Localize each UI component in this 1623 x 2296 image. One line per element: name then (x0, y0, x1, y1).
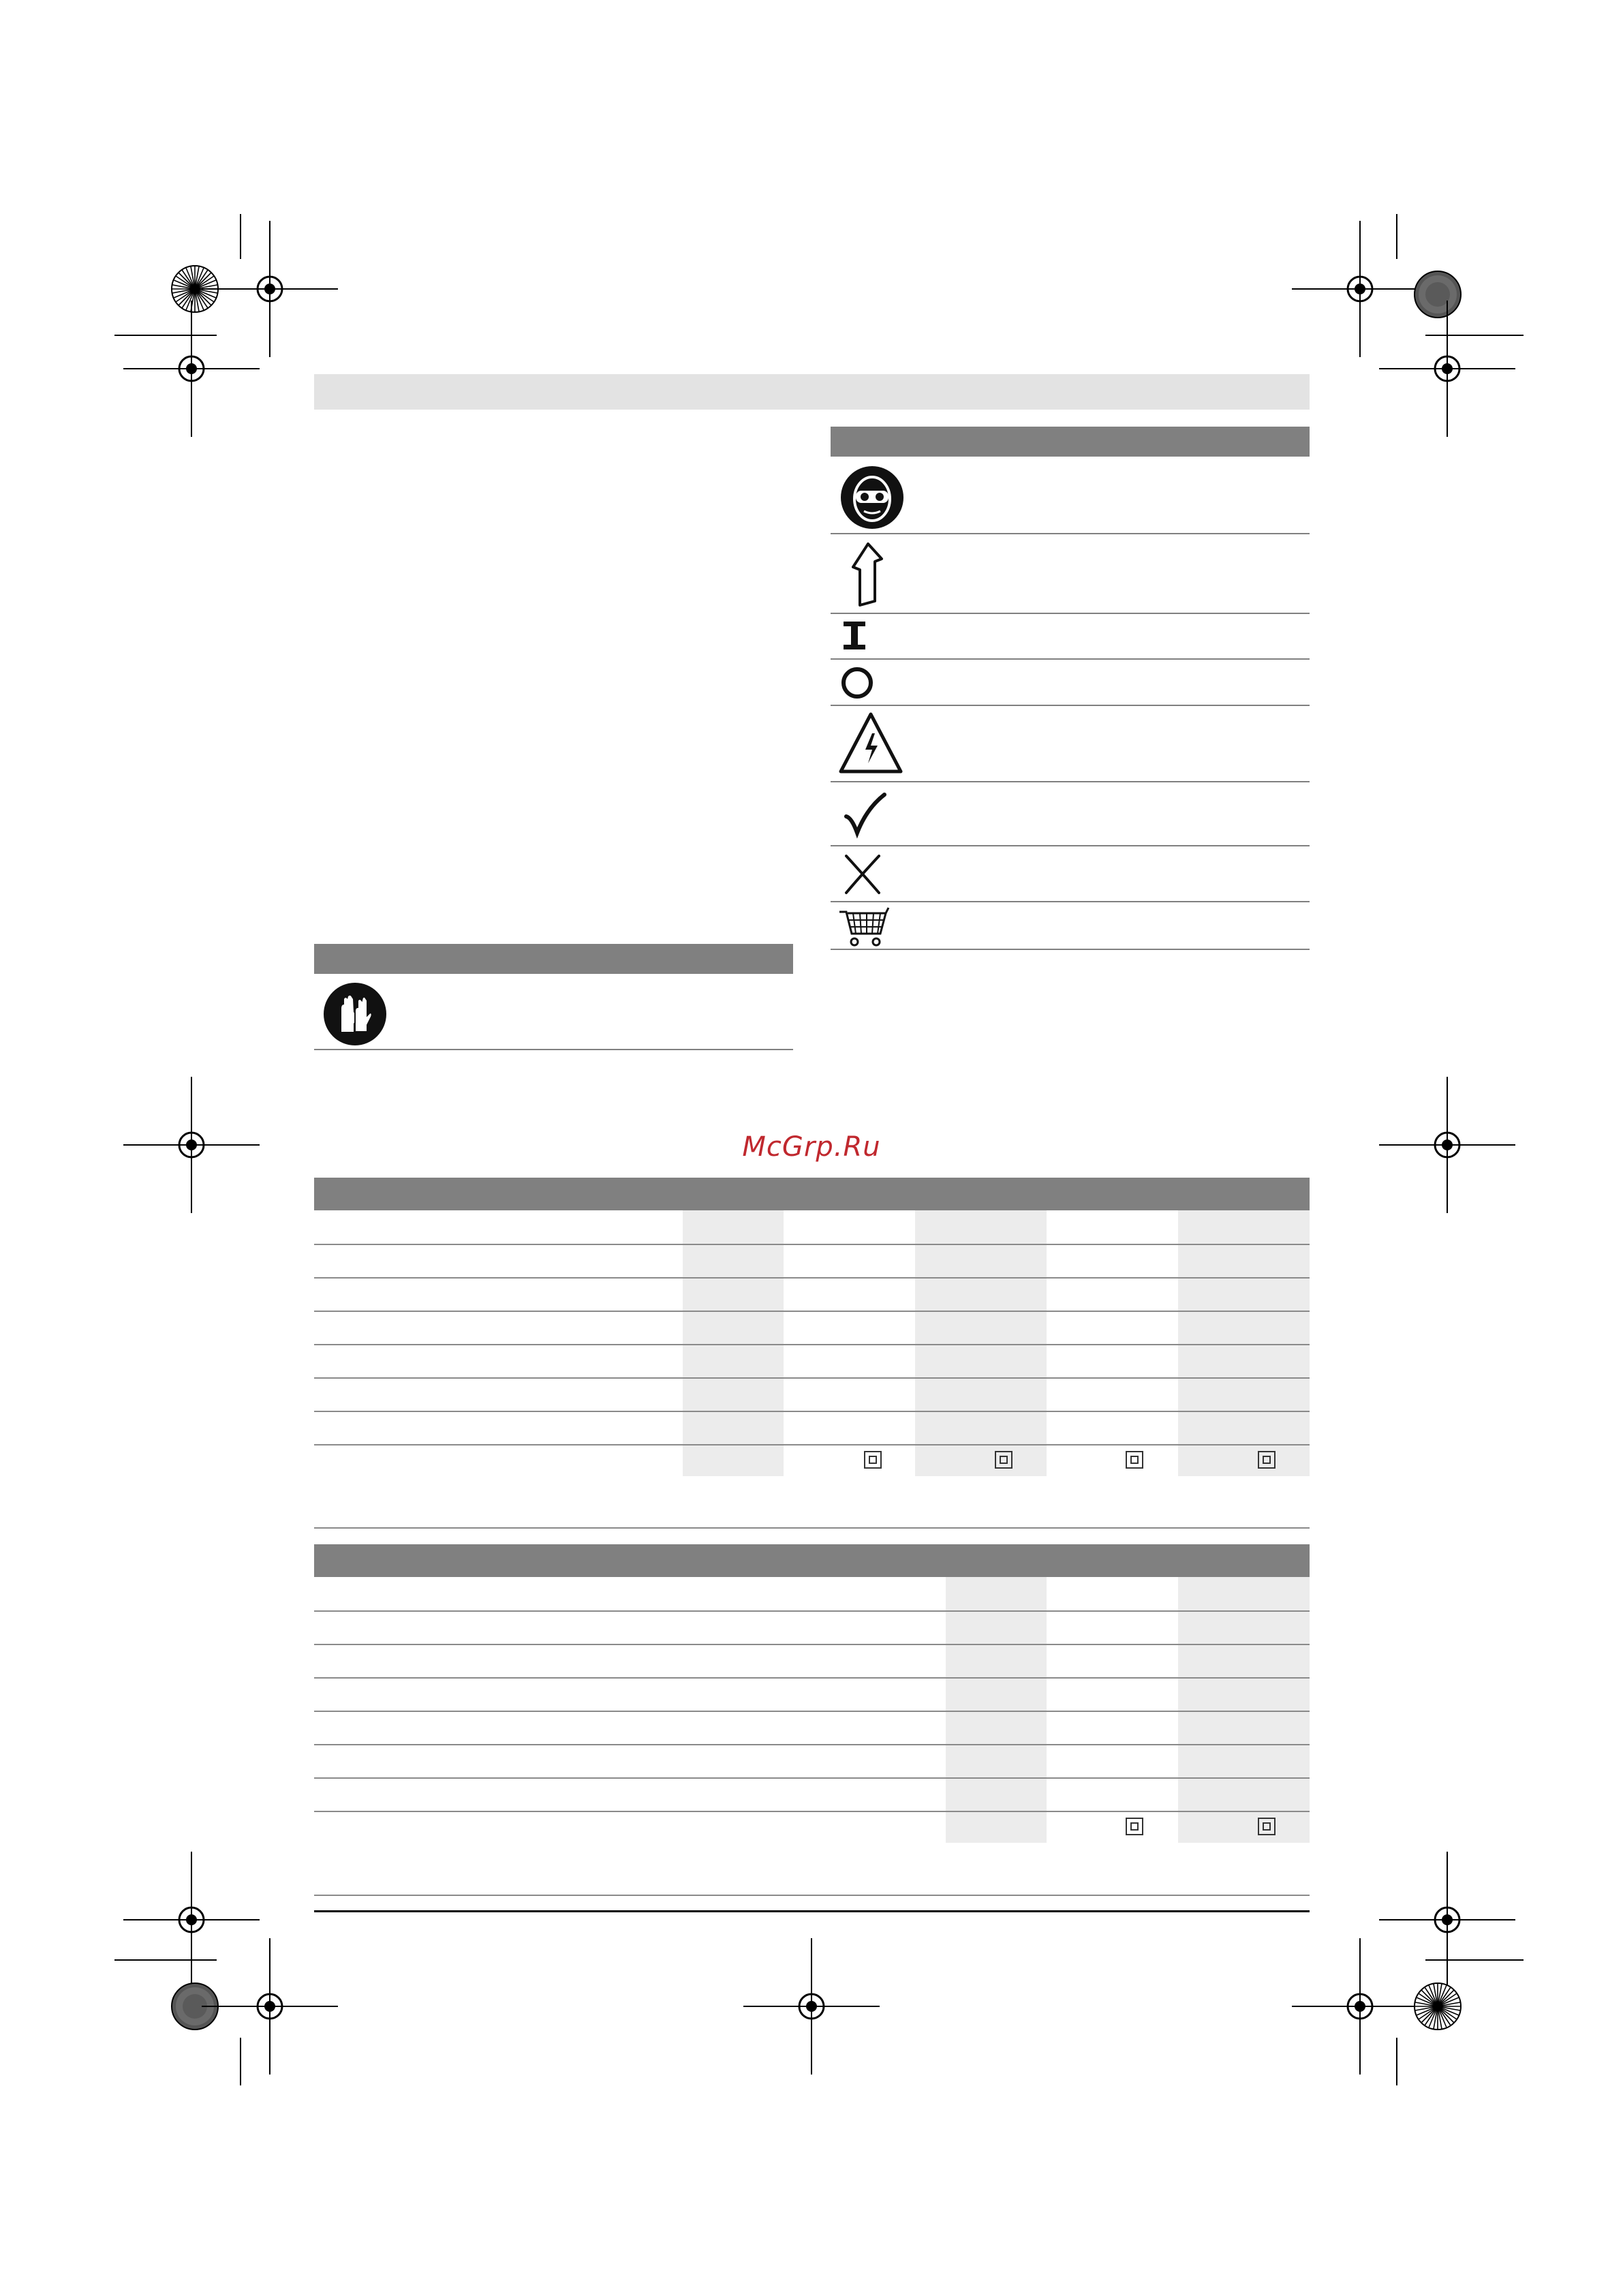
table-2-row-line (314, 1610, 1310, 1612)
table-2-row-line (314, 1711, 1310, 1712)
protective-gloves-icon (322, 981, 388, 1047)
table-1-column-shade (1178, 1210, 1310, 1476)
table-2-column-shade (946, 1577, 1047, 1843)
symbol-row-divider (831, 613, 1310, 614)
table-1-row-line (314, 1244, 1310, 1245)
double-insulation-icon (1258, 1818, 1276, 1835)
symbol-row-divider (831, 845, 1310, 846)
symbol-row-divider (831, 781, 1310, 782)
symbol-row-divider (831, 658, 1310, 660)
prohibited-cross-icon (841, 852, 884, 897)
allowed-check-icon (842, 788, 890, 842)
table-1-row-line (314, 1411, 1310, 1412)
electric-hazard-icon (837, 710, 905, 778)
table-1-column-shade (683, 1210, 784, 1476)
table-2-column-shade (1178, 1577, 1310, 1843)
symbols-section-header (831, 427, 1310, 457)
table-2-footnote-line (314, 1895, 1310, 1896)
double-insulation-icon (1126, 1818, 1143, 1835)
table-2-row-line (314, 1644, 1310, 1645)
table-1-row-line (314, 1344, 1310, 1345)
table-1-row-line (314, 1277, 1310, 1279)
watermark: McGrp.Ru (742, 1131, 881, 1163)
table-2-row-line (314, 1744, 1310, 1745)
table-2-row-line (314, 1777, 1310, 1779)
symbol-row-divider (831, 705, 1310, 706)
table-2-row-line (314, 1677, 1310, 1679)
symbol-row-divider (831, 533, 1310, 534)
double-insulation-icon (1126, 1451, 1143, 1469)
direction-arrow-icon (844, 540, 891, 608)
safety-goggles-icon (839, 465, 905, 530)
switch-on-icon (841, 619, 868, 653)
table-1-row-line (314, 1311, 1310, 1312)
table-1-header (314, 1178, 1310, 1210)
table-2-row-line (314, 1811, 1310, 1812)
gloves-row-divider (314, 1049, 793, 1050)
symbol-row-divider (831, 949, 1310, 950)
switch-off-icon (839, 664, 878, 702)
page-header-bar (314, 374, 1310, 410)
page-footer-rule (314, 1910, 1310, 1912)
table-2-header (314, 1544, 1310, 1577)
table-1-footnote-line (314, 1527, 1310, 1529)
gloves-section-header (314, 944, 793, 974)
double-insulation-icon (995, 1451, 1013, 1469)
table-1-row-line (314, 1377, 1310, 1379)
table-1-column-shade (915, 1210, 1047, 1476)
double-insulation-icon (864, 1451, 882, 1469)
table-1-row-line (314, 1444, 1310, 1445)
symbol-row-divider (831, 901, 1310, 902)
double-insulation-icon (1258, 1451, 1276, 1469)
accessories-cart-icon (838, 906, 890, 949)
